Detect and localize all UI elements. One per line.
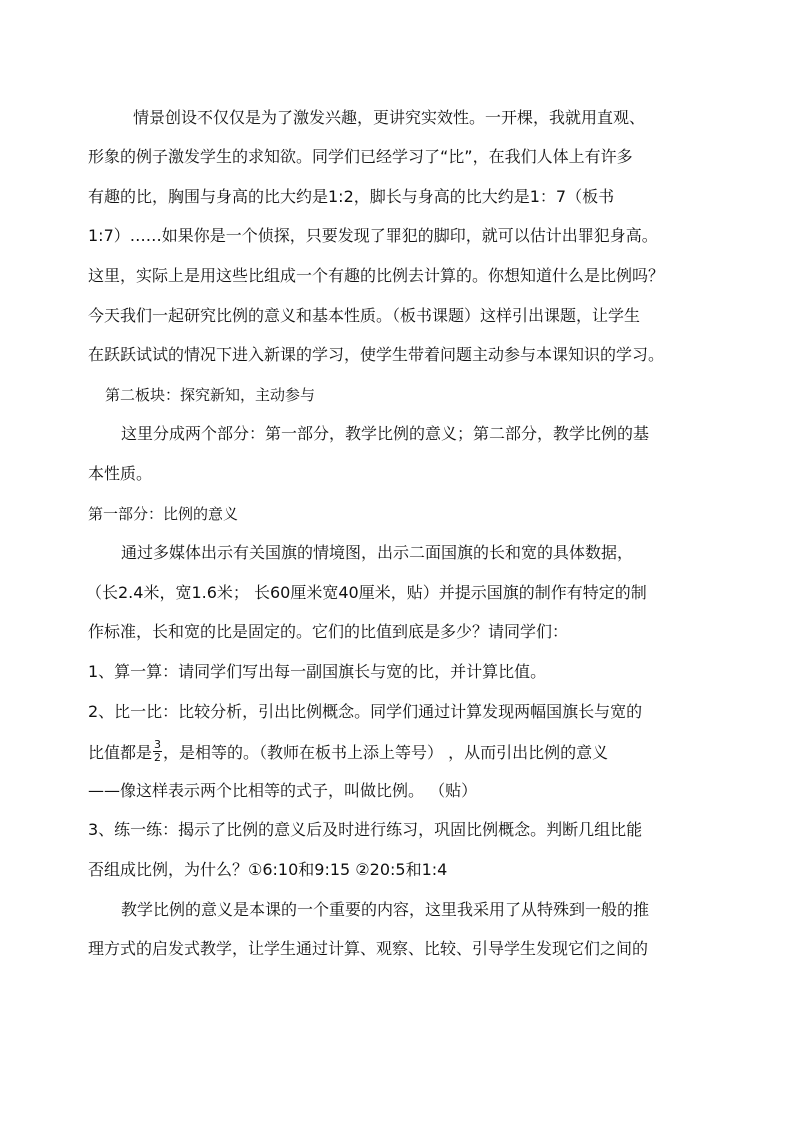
paragraph-line: 1:7）……如果你是一个侦探，只要发现了罪犯的脚印，就可以估计出罪犯身高。 xyxy=(88,226,658,245)
paragraph-line: 教学比例的意义是本课的一个重要的内容，这里我采用了从特殊到一般的推 xyxy=(121,900,650,919)
fraction xyxy=(153,739,162,764)
paragraph-line: ——像这样表示两个比相等的式子，叫做比例。 （贴） xyxy=(88,781,478,800)
fraction-numerator: 3 xyxy=(154,738,162,751)
fraction-line-after: ，是相等的。（教师在板书上添上等号） ，从而引出比例的意义 xyxy=(163,743,609,762)
paragraph-line: 本性质。 xyxy=(88,464,153,483)
paragraph-line: 这里，实际上是用这些比组成一个有趣的比例去计算的。你想知道什么是比例吗？ xyxy=(88,266,665,285)
paragraph-line: 有趣的比，胸围与身高的比大约是1:2，脚长与身高的比大约是1：7（板书 xyxy=(88,187,615,206)
paragraph-line: 这里分成两个部分：第一部分，教学比例的意义；第二部分，教学比例的基 xyxy=(121,424,650,443)
paragraph-line: 否组成比例，为什么？①6:10和9:15 ②20:5和1:4 xyxy=(88,860,448,879)
paragraph-line: 作标准，长和宽的比是固定的。它们的比值到底是多少？请同学们： xyxy=(88,622,569,641)
paragraph-line: 今天我们一起研究比例的意义和基本性质。（板书课题）这样引出课题，让学生 xyxy=(88,306,641,325)
list-item: 1、算一算：请同学们写出每一副国旗长与宽的比，并计算比值。 xyxy=(88,662,547,681)
paragraph-line: 理方式的启发式教学，让学生通过计算、观察、比较、引导学生发现它们之间的 xyxy=(88,939,649,958)
section-heading: 第二板块：探究新知，主动参与 xyxy=(105,386,316,404)
fraction-line xyxy=(88,738,609,766)
paragraph-line: 通过多媒体出示有关国旗的情境图，出示二面国旗的长和宽的具体数据， xyxy=(121,543,634,562)
paragraph-line: （长2.4米，宽1.6米； 长60厘米宽40厘米，贴）并提示国旗的制作有特定的制 xyxy=(86,583,647,602)
fraction-line-before: 比值都是 xyxy=(88,743,153,762)
list-item: 3、练一练：揭示了比例的意义后及时进行练习，巩固比例概念。判断几组比能 xyxy=(88,820,643,839)
paragraph-line: 情景创设不仅仅是为了激发兴趣，更讲究实效性。一开棵，我就用直观、 xyxy=(133,108,646,127)
paragraph-line: 形象的例子激发学生的求知欲。同学们已经学习了“比”，在我们人体上有许多 xyxy=(88,147,633,166)
section-heading: 第一部分：比例的意义 xyxy=(88,505,239,523)
fraction-denominator: 2 xyxy=(154,751,162,764)
list-item: 2、比一比：比较分析，引出比例概念。同学们通过计算发现两幅国旗长与宽的 xyxy=(88,702,643,721)
paragraph-line: 在跃跃试试的情况下进入新课的学习，使学生带着问题主动参与本课知识的学习。 xyxy=(88,345,665,364)
